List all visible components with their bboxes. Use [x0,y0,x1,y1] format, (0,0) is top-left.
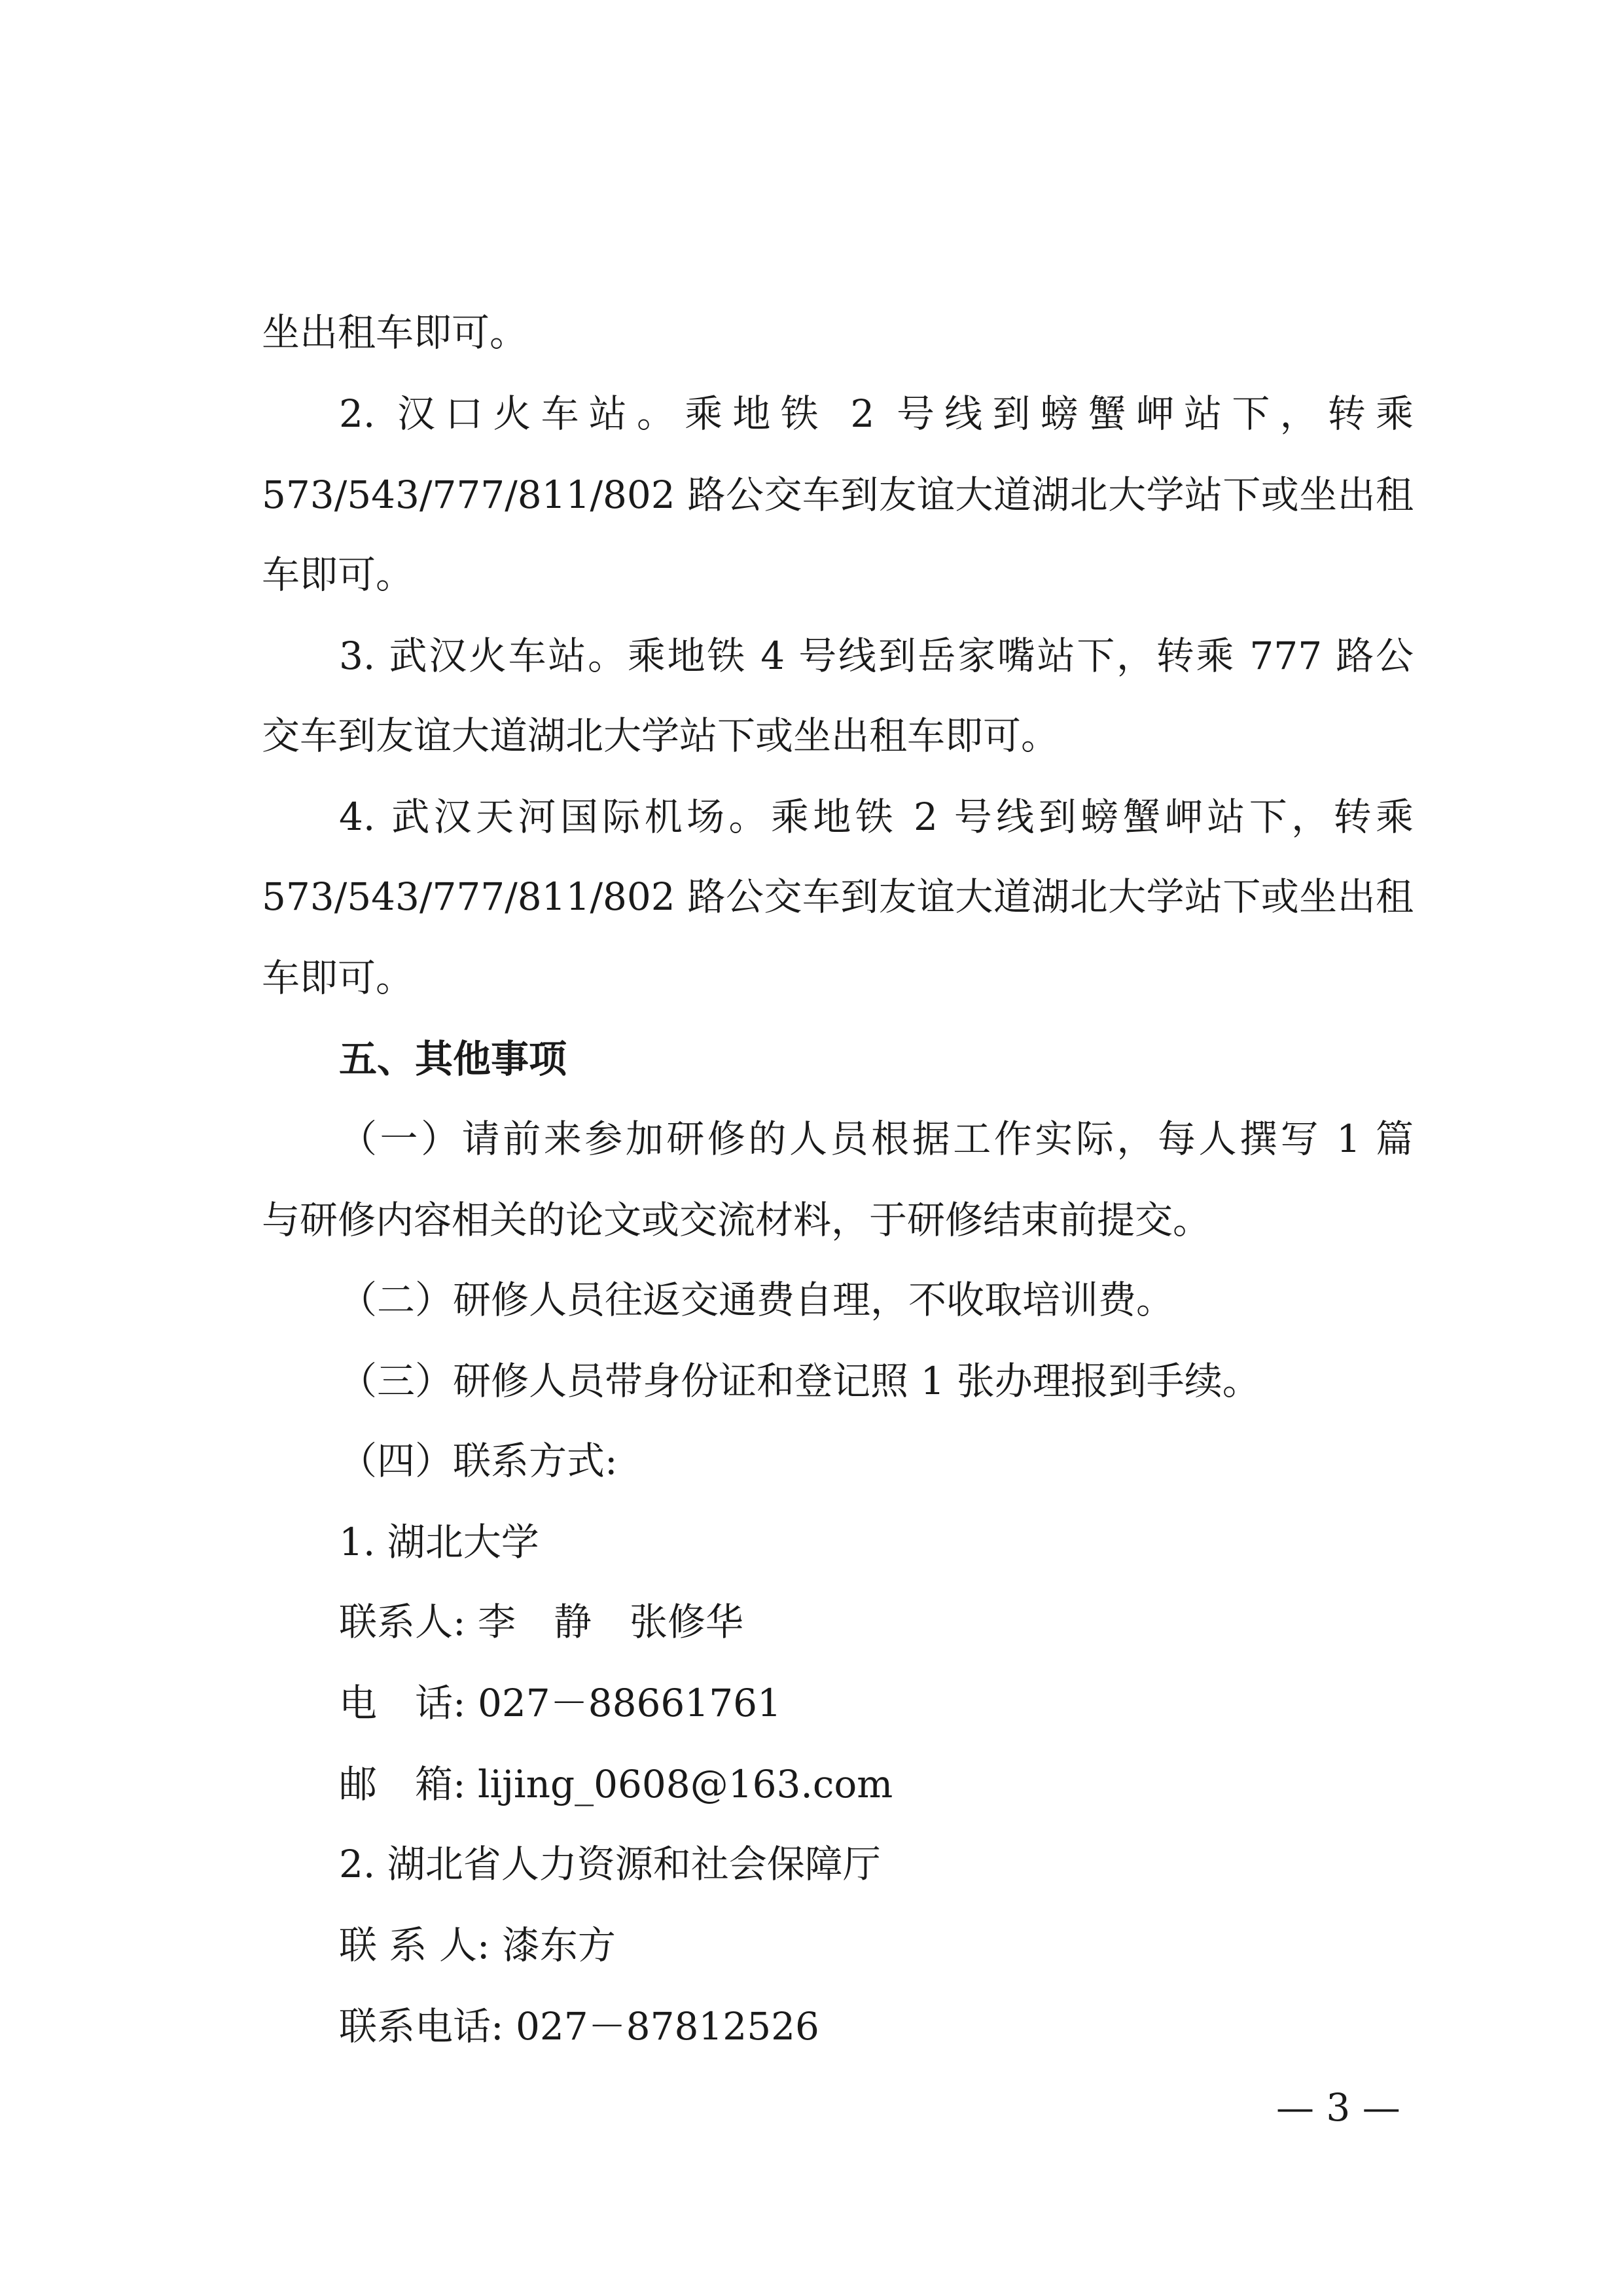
page-number: — 3 — [1276,2085,1400,2130]
text-line: 车即可。 [262,956,414,1000]
text-line: 与研修内容相关的论文或交流材料，于研修结束前提交。 [262,1198,1211,1242]
text-line: 坐出租车即可。 [262,310,528,355]
text-line: 交车到友谊大道湖北大学站下或坐出租车即可。 [262,713,1060,758]
text-line: 573/543/777/811/802 路公交车到友谊大道湖北大学站下或坐出租 [262,874,1414,919]
contact-phone: 电 话: 027－88661761 [339,1681,781,1725]
text-line: 1. 湖北大学 [339,1520,539,1564]
section-heading: 五、其他事项 [339,1037,567,1081]
text-line: 573/543/777/811/802 路公交车到友谊大道湖北大学站下或坐出租 [262,473,1414,517]
text-line: （三）研修人员带身份证和登记照 1 张办理报到手续。 [339,1359,1260,1403]
contact-person: 联 系 人: 漆东方 [339,1923,616,1967]
contact-email: 邮 箱: lijing_0608@163.com [339,1762,893,1806]
contact-phone: 联系电话: 027－87812526 [339,2004,819,2049]
text-line: 2. 湖北省人力资源和社会保障厅 [339,1842,881,1886]
text-line: （二）研修人员往返交通费自理，不收取培训费。 [339,1278,1175,1322]
text-line: 车即可。 [262,552,414,597]
text-line: 3. 武汉火车站。乘地铁 4 号线到岳家嘴站下，转乘 777 路公 [339,634,1414,678]
text-line: （一）请前来参加研修的人员根据工作实际，每人撰写 1 篇 [339,1117,1414,1161]
text-line: （四）联系方式: [339,1439,618,1483]
contact-person: 联系人: 李 静 张修华 [339,1600,743,1644]
text-line: 2. 汉口火车站。乘地铁 2 号线到螃蟹岬站下，转乘 [339,391,1414,436]
text-line: 4. 武汉天河国际机场。乘地铁 2 号线到螃蟹岬站下，转乘 [339,795,1414,839]
